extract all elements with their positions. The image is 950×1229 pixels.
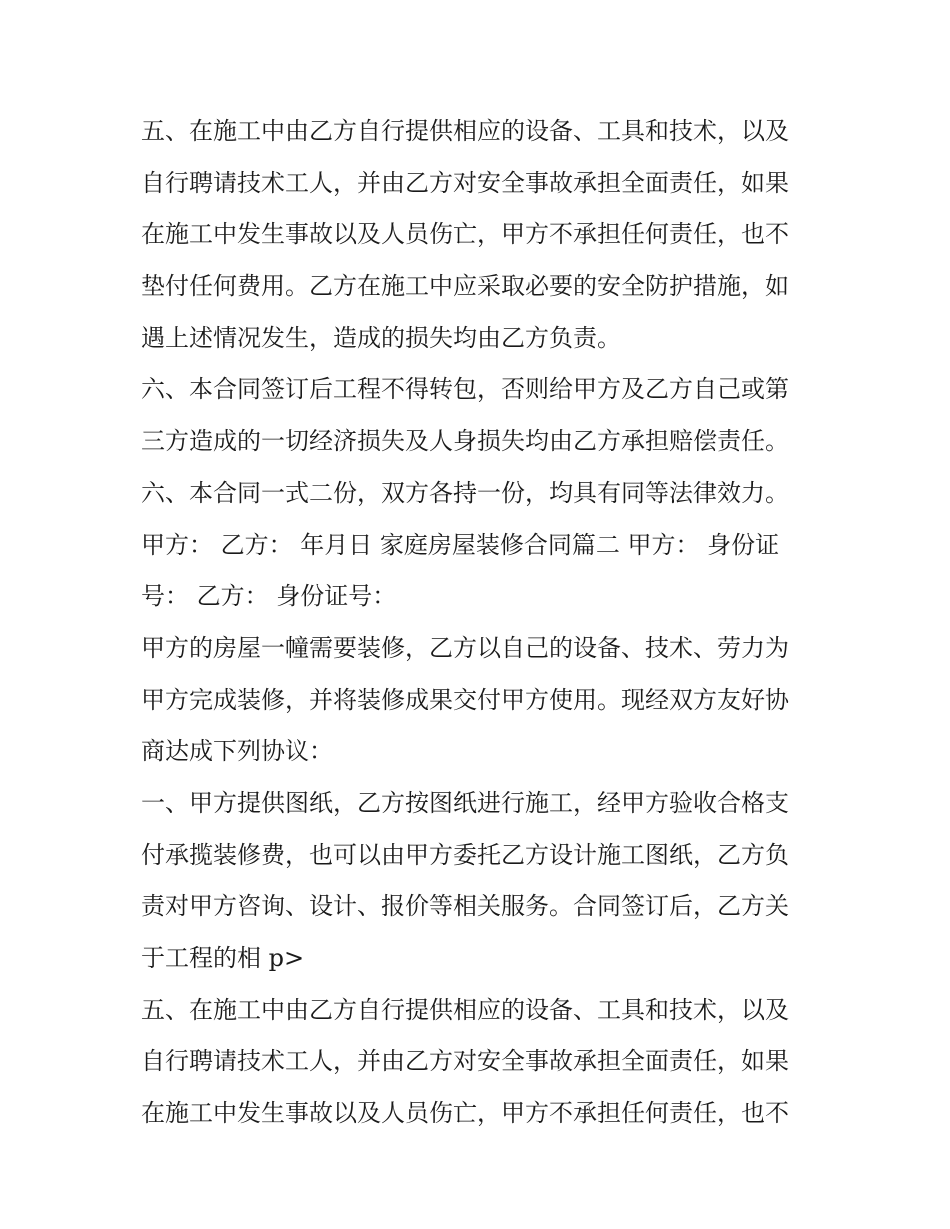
paragraph [141, 106, 813, 364]
text-line: 三方造成的一切经济损失及人身损失均由乙方承担赔偿责任。 [141, 427, 789, 456]
text-line: 付承揽装修费，也可以由甲方委托乙方设计施工图纸，乙方负 [141, 840, 789, 869]
text-line: 在施工中发生事故以及人员伤亡，甲方不承担任何责任，也不 [141, 220, 789, 249]
text-line: 遇上述情况发生，造成的损失均由乙方负责。 [141, 323, 621, 352]
text-line: 垫付任何费用。乙方在施工中应采取必要的安全防护措施，如 [141, 272, 789, 301]
text-line: 自行聘请技术工人，并由乙方对安全事故承担全面责任，如果 [141, 1047, 789, 1076]
text-line: 责对甲方咨询、设计、报价等相关服务。合同签订后，乙方关 [141, 892, 789, 921]
text-line: 六、本合同签订后工程不得转包，否则给甲方及乙方自己或第 [141, 375, 789, 404]
text-line: 在施工中发生事故以及人员伤亡，甲方不承担任何责任，也不 [141, 1099, 789, 1128]
paragraph [141, 985, 813, 1140]
paragraph [141, 623, 813, 778]
text-line: 五、在施工中由乙方自行提供相应的设备、工具和技术，以及 [141, 995, 789, 1024]
text-line: 于工程的相 p> [141, 944, 305, 972]
text-line: 六、本合同一式二份，双方各持一份，均具有同等法律效力。 [141, 478, 789, 507]
text-line: 号： 乙方： 身份证号： [141, 582, 397, 611]
text-line: 五、在施工中由乙方自行提供相应的设备、工具和技术，以及 [141, 117, 789, 145]
text-line: 一、甲方提供图纸，乙方按图纸进行施工，经甲方验收合格支 [141, 788, 789, 817]
text-line: 自行聘请技术工人，并由乙方对安全事故承担全面责任，如果 [141, 168, 789, 197]
paragraph [141, 778, 813, 985]
text-line: 商达成下列协议： [141, 737, 333, 766]
text-line: 甲方完成装修，并将装修成果交付甲方使用。现经双方友好协 [141, 685, 789, 714]
paragraph [141, 520, 813, 623]
text-line: 甲方： 乙方： 年月日 家庭房屋装修合同篇二 甲方： 身份证 [141, 530, 780, 559]
document-body [141, 106, 813, 1140]
paragraph [141, 364, 813, 467]
text-line: 甲方的房屋一幢需要装修，乙方以自己的设备、技术、劳力为 [141, 633, 789, 662]
paragraph [141, 468, 813, 520]
